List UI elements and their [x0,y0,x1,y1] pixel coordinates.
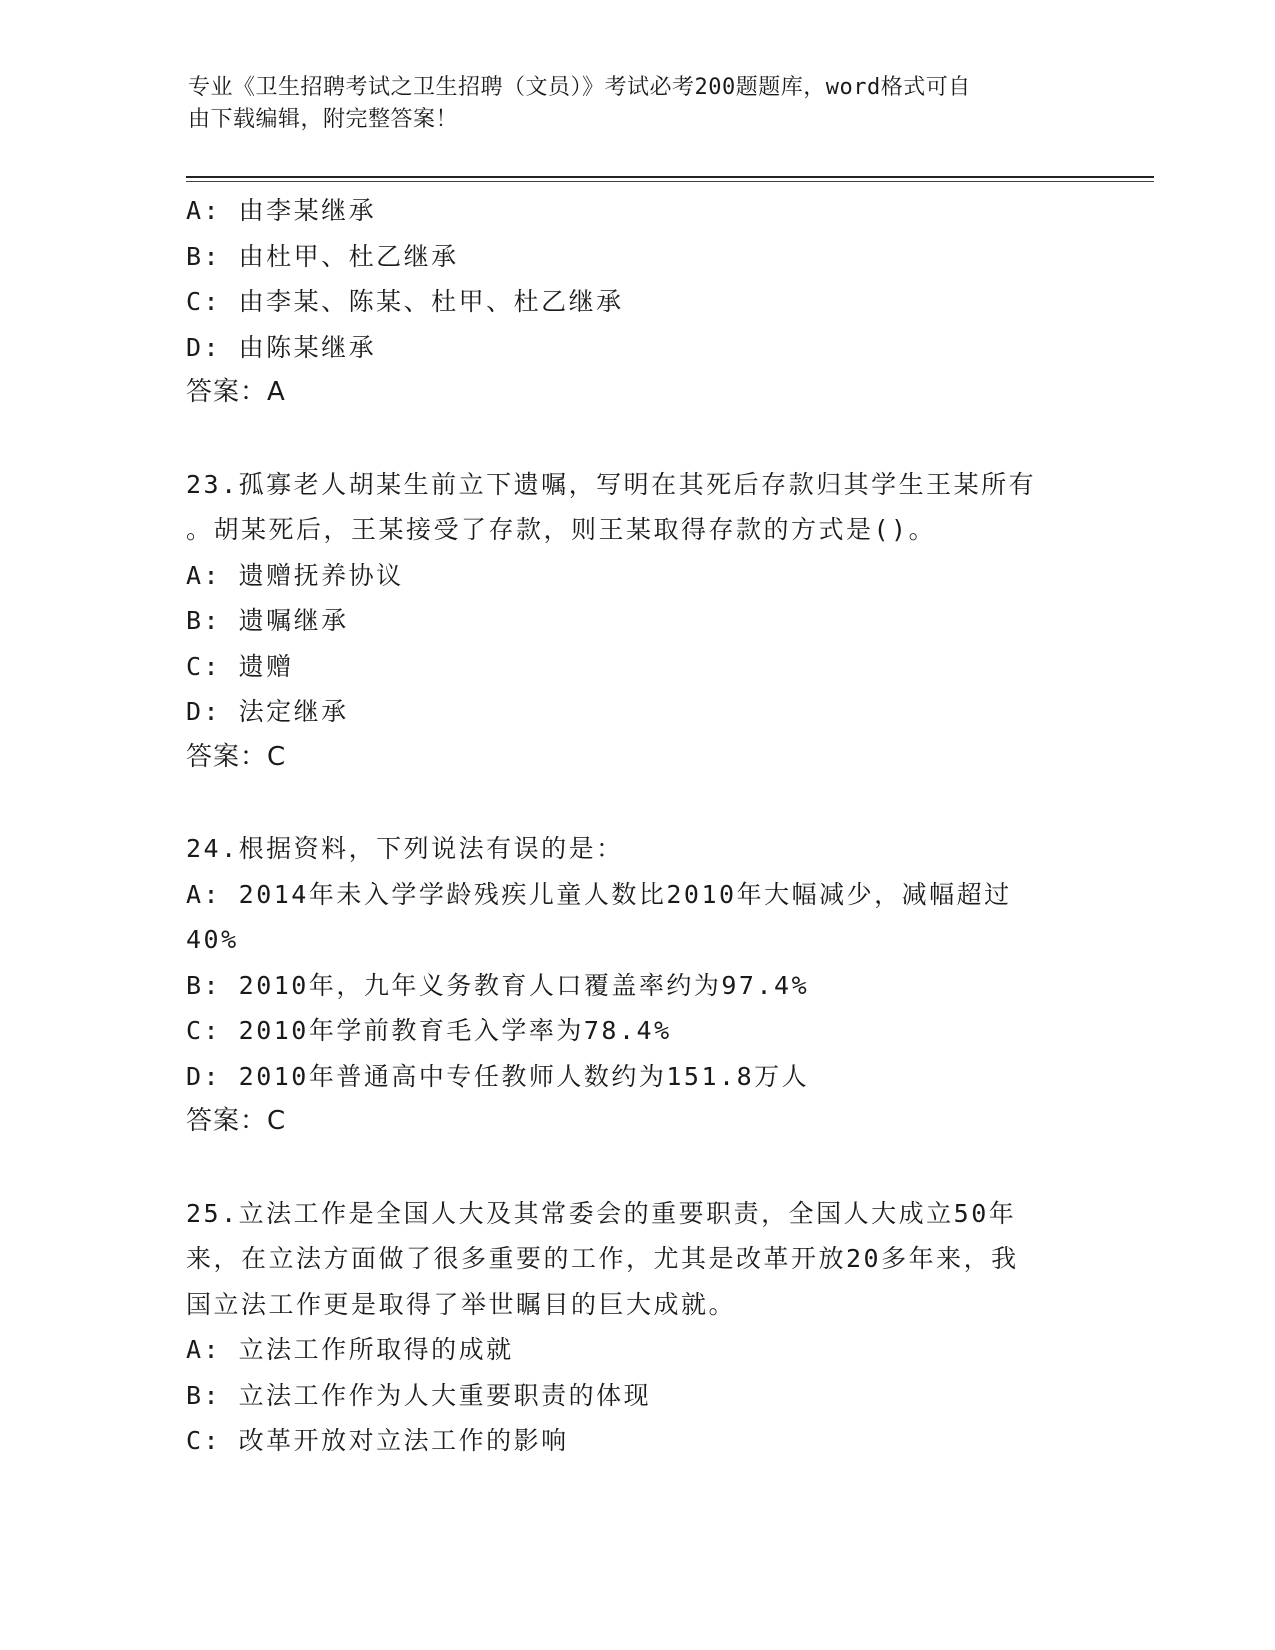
q23-option-a: A: 遗赠抚养协议 [186,560,404,590]
q24-option-a-line-2: 40% [186,925,239,954]
q22-option-c: C: 由李某、陈某、杜甲、杜乙继承 [186,287,624,316]
q24-option-d: D: 2010年普通高中专任教师人数约为151.8万人 [186,1061,810,1091]
q23-option-b: B: 遗嘱继承 [186,606,349,635]
q23-option-d: D: 法定继承 [186,697,349,726]
q22-option-b: B: 由杜甲、杜乙继承 [186,241,459,271]
q23-text-line-2: 。胡某死后，王某接受了存款，则王某取得存款的方式是()。 [186,515,937,544]
q22-option-a: A: 由李某继承 [186,196,377,225]
q24-option-c: C: 2010年学前教育毛入学率为78.4% [186,1016,672,1045]
question-22-block [186,188,1086,416]
q25-option-c: C: 改革开放对立法工作的影响 [186,1426,569,1455]
q25-option-b: B: 立法工作作为人大重要职责的体现 [186,1380,652,1410]
q24-answer: 答案：C [186,1106,287,1136]
header-rule-thin [186,181,1154,182]
q23-answer: 答案：C [186,741,287,772]
spacer [186,416,1086,462]
header-rule-thick [186,176,1154,178]
question-23-block [186,462,1086,781]
q22-option-d: D: 由陈某继承 [186,332,377,362]
question-list [186,188,1086,1464]
question-25-block [186,1191,1086,1464]
header-line-1: 专业《卫生招聘考试之卫生招聘（文员）》考试必考200题题库，word格式可自 [188,75,971,100]
q24-option-a-line-1: A: 2014年未入学学龄残疾儿童人数比2010年大幅减少，减幅超过 [186,879,1012,909]
q22-answer: 答案：A [186,377,286,407]
q25-text-line-3: 国立法工作更是取得了举世瞩目的巨大成就。 [186,1289,737,1319]
q23-text-line-1: 23.孤寡老人胡某生前立下遗嘱，写明在其死后存款归其学生王某所有 [186,469,1037,499]
header-line-2: 由下载编辑，附完整答案！ [188,107,459,132]
question-24-block [186,826,1086,1145]
q23-option-c: C: 遗赠 [186,651,294,681]
document-header [188,72,1068,136]
spacer [186,1145,1086,1191]
q24-text-line-1: 24.根据资料，下列说法有误的是： [186,834,624,863]
spacer [186,780,1086,826]
q24-option-b: B: 2010年，九年义务教育人口覆盖率约为97.4% [186,970,810,1000]
q25-text-line-2: 来，在立法方面做了很多重要的工作，尤其是改革开放20多年来，我 [186,1244,1019,1273]
q25-option-a: A: 立法工作所取得的成就 [186,1335,514,1364]
q25-text-line-1: 25.立法工作是全国人大及其常委会的重要职责，全国人大成立50年 [186,1198,1017,1228]
